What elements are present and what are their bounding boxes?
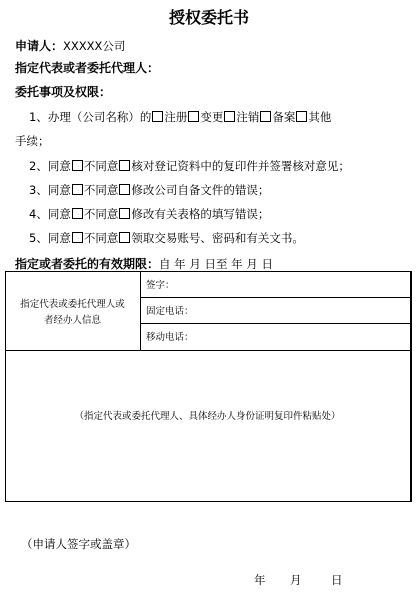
checkbox-disagree[interactable] bbox=[119, 160, 130, 171]
table-row-divider-2 bbox=[140, 323, 412, 324]
checkbox-other[interactable] bbox=[296, 111, 307, 122]
signature-field[interactable]: 签字： bbox=[146, 280, 175, 291]
checkbox-agree[interactable] bbox=[72, 184, 83, 195]
checkbox-register[interactable] bbox=[152, 111, 163, 122]
item-2-text: 核对登记资料中的复印件并签署核对意见； bbox=[131, 159, 350, 173]
agent-heading: 指定代表或者委托代理人： bbox=[15, 61, 160, 75]
item-4-text: 修改有关表格的填写错误； bbox=[131, 207, 270, 221]
item-4-number: 4、 bbox=[29, 207, 48, 221]
checkbox-cancel[interactable] bbox=[224, 111, 235, 122]
item-1-wrap: 手续； bbox=[15, 134, 50, 148]
agree-label: 同意 bbox=[47, 207, 71, 221]
agree-label: 同意 bbox=[47, 183, 71, 197]
scope-heading: 委托事项及权限： bbox=[15, 85, 112, 99]
option-other: 其他 bbox=[308, 110, 332, 124]
applicant-value[interactable]: XXXXX公司 bbox=[63, 39, 126, 53]
agree-label: 同意 bbox=[47, 231, 71, 245]
applicant-row bbox=[15, 37, 125, 53]
item-1 bbox=[29, 111, 331, 124]
item-2 bbox=[29, 160, 350, 173]
disagree-label: 不同意 bbox=[83, 159, 119, 173]
agree-label: 同意 bbox=[47, 159, 71, 173]
option-change: 变更 bbox=[200, 110, 224, 124]
table-top-border bbox=[5, 271, 412, 272]
disagree-label: 不同意 bbox=[83, 231, 119, 245]
checkbox-disagree[interactable] bbox=[119, 208, 130, 219]
document-title: 授权委托书 bbox=[168, 8, 249, 27]
validity-label: 指定或者委托的有效期限： bbox=[15, 257, 160, 271]
disagree-label: 不同意 bbox=[83, 207, 119, 221]
checkbox-filing[interactable] bbox=[260, 111, 271, 122]
applicant-label: 申请人： bbox=[15, 39, 64, 53]
option-filing: 备案 bbox=[272, 110, 296, 124]
item-2-number: 2、 bbox=[29, 159, 48, 173]
applicant-signature-label: （申请人签字或盖章） bbox=[21, 537, 136, 551]
table-right-border bbox=[410, 271, 412, 502]
item-3 bbox=[29, 184, 269, 197]
validity-row bbox=[15, 255, 273, 271]
table-section-divider bbox=[5, 350, 412, 351]
checkbox-agree[interactable] bbox=[72, 160, 83, 171]
info-label-line-2: 者经办人信息 bbox=[43, 315, 101, 326]
checkbox-disagree[interactable] bbox=[119, 232, 130, 243]
checkbox-agree[interactable] bbox=[72, 208, 83, 219]
table-bottom-border bbox=[5, 501, 412, 502]
item-5-number: 5、 bbox=[29, 231, 48, 245]
footer-month: 月 bbox=[290, 573, 302, 587]
info-label-line-1: 指定代表或委托代理人或 bbox=[20, 299, 125, 310]
table-row-divider-1 bbox=[140, 297, 412, 298]
item-4 bbox=[29, 208, 269, 221]
footer-year: 年 bbox=[254, 573, 266, 587]
item-1-prefix: 1、办理（公司名称）的 bbox=[29, 110, 152, 124]
checkbox-agree[interactable] bbox=[72, 232, 83, 243]
table-column-divider bbox=[140, 271, 141, 350]
mobile-field[interactable]: 移动电话： bbox=[146, 332, 194, 343]
option-register: 注册 bbox=[164, 110, 188, 124]
checkbox-disagree[interactable] bbox=[119, 184, 130, 195]
validity-value[interactable]: 自 年 月 日至 年 月 日 bbox=[159, 257, 273, 271]
item-3-number: 3、 bbox=[29, 183, 48, 197]
landline-field[interactable]: 固定电话： bbox=[146, 306, 194, 317]
id-copy-paste-area: （指定代表或委托代理人、具体经办人身份证明复印件粘贴处） bbox=[74, 411, 341, 422]
disagree-label: 不同意 bbox=[83, 183, 119, 197]
item-5 bbox=[29, 232, 304, 245]
footer-day: 日 bbox=[331, 573, 343, 587]
item-5-text: 领取交易账号、密码和有关文书。 bbox=[131, 231, 304, 245]
checkbox-change[interactable] bbox=[188, 111, 199, 122]
option-cancel: 注销 bbox=[236, 110, 260, 124]
item-3-text: 修改公司自备文件的错误； bbox=[131, 183, 270, 197]
